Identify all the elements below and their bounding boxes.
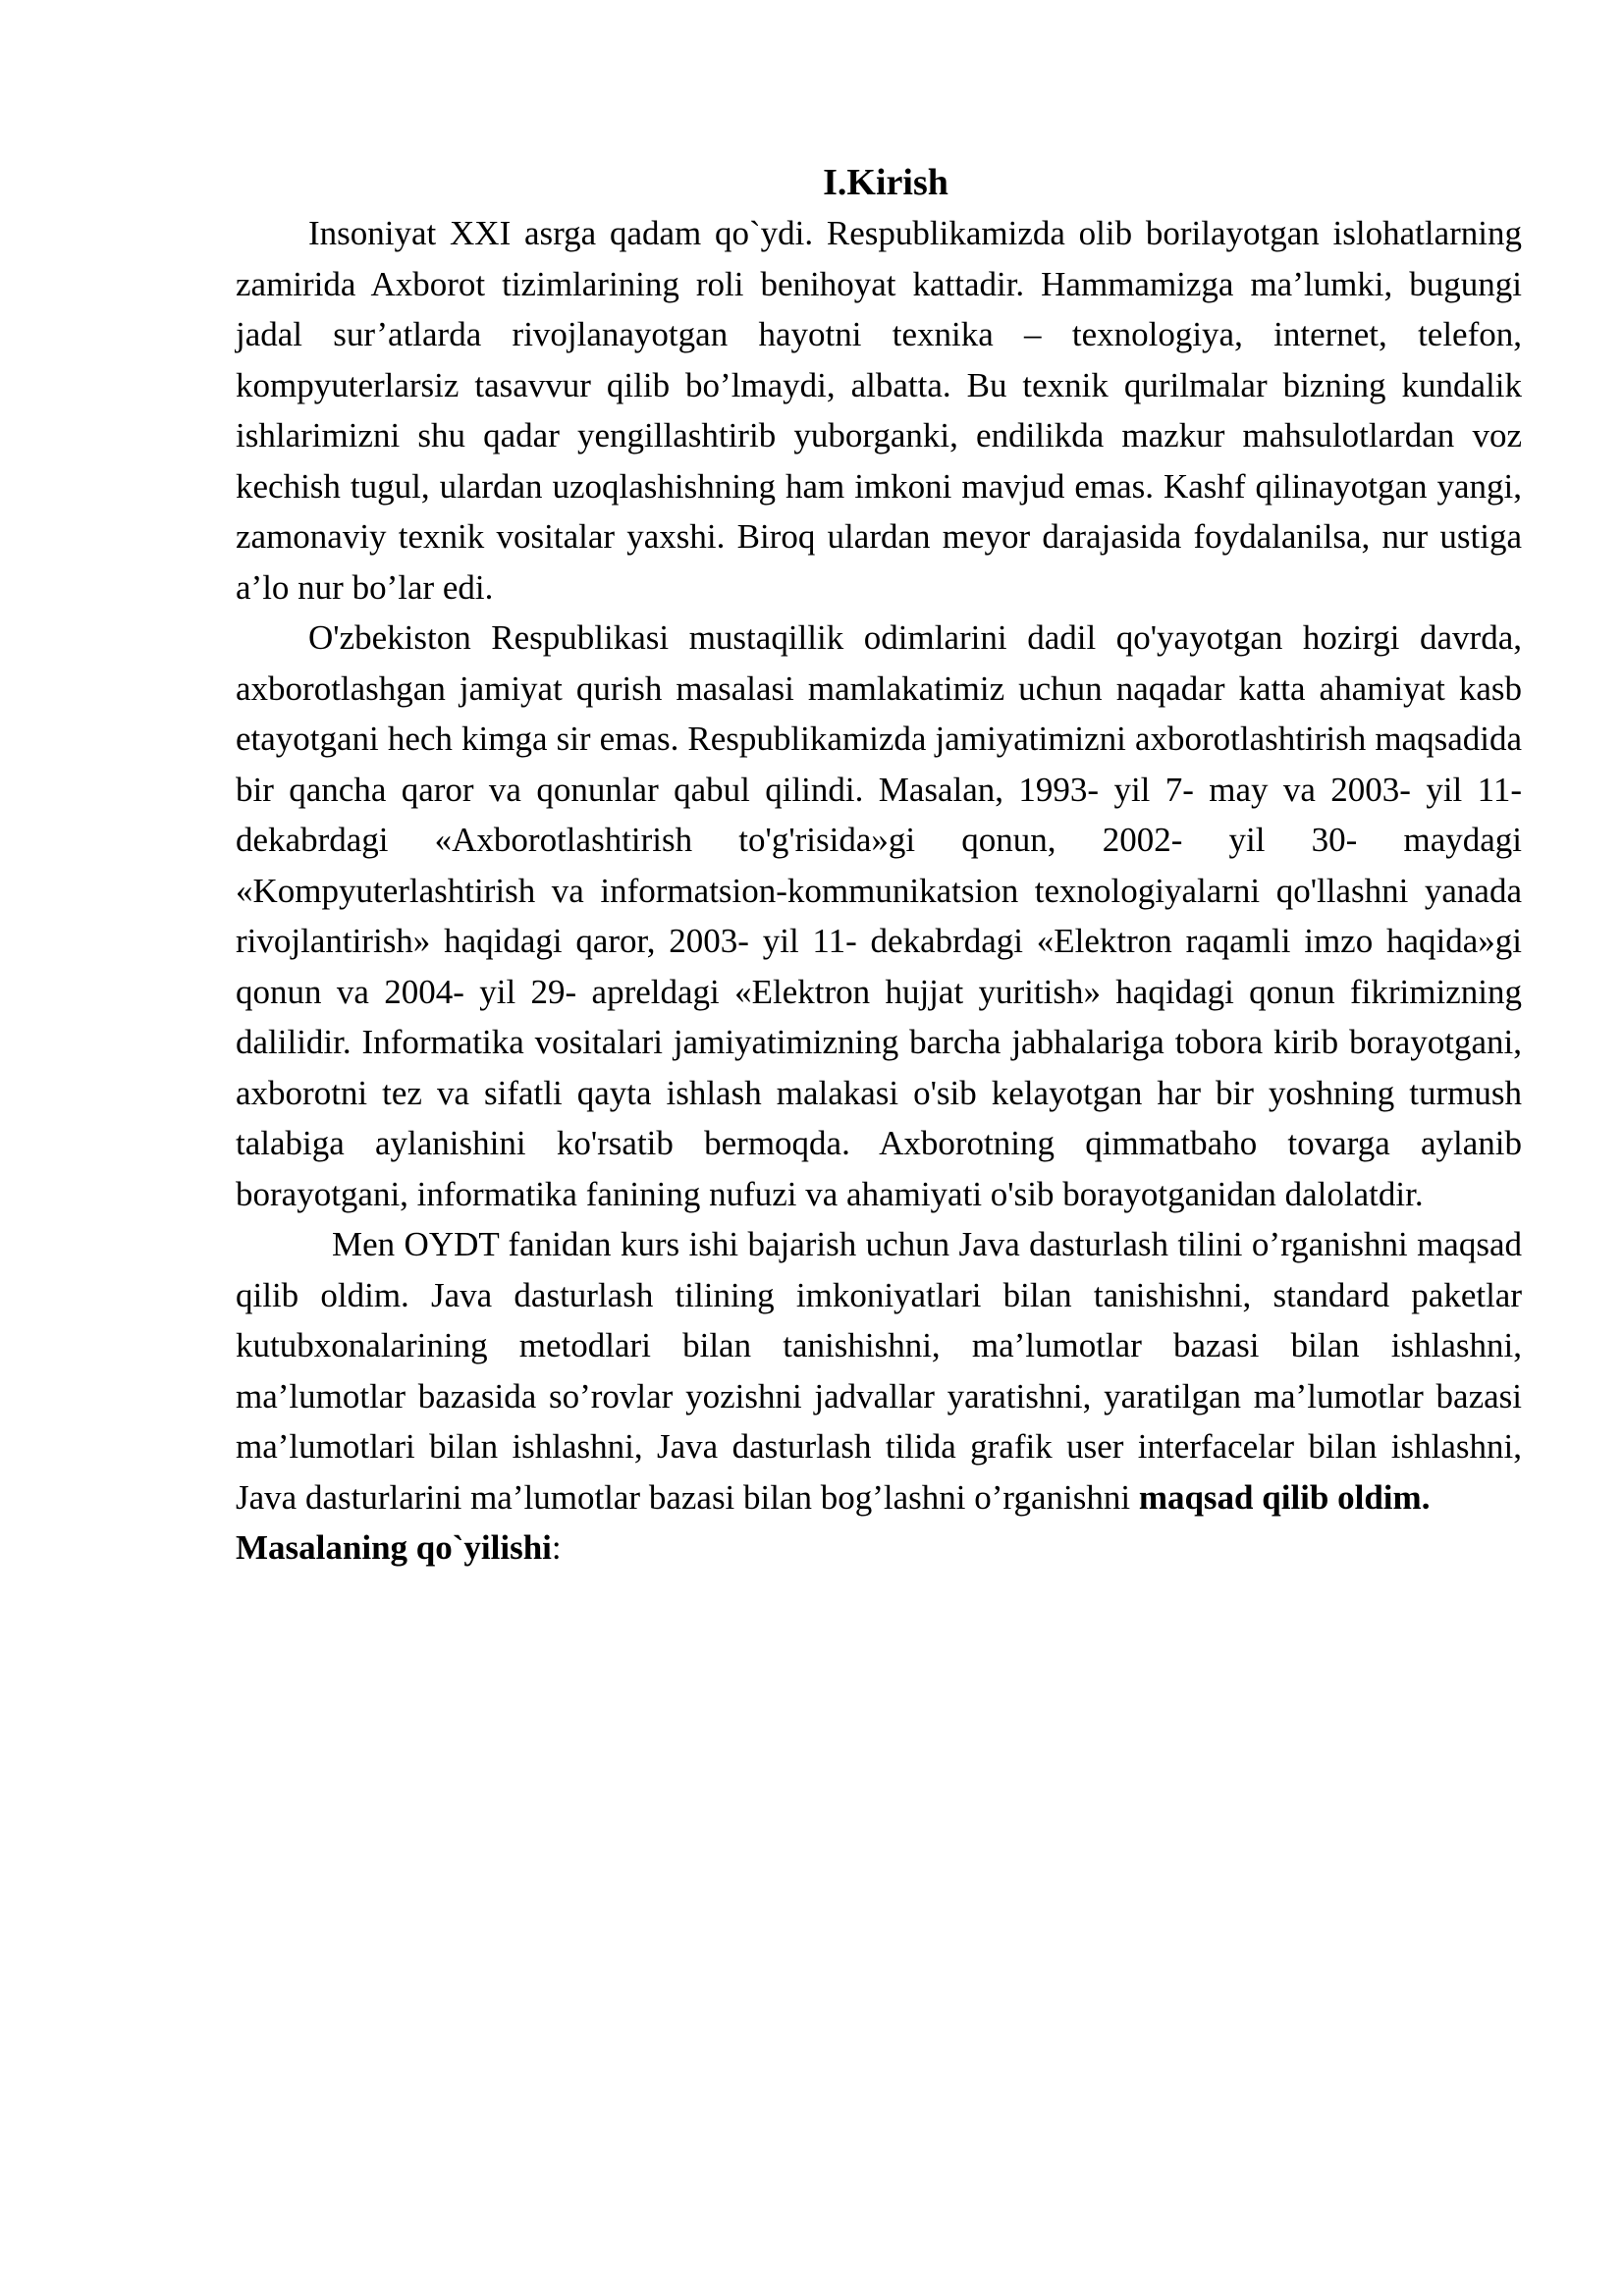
section-subheading (236, 1522, 1522, 1574)
paragraph-goals-text: Men OYDT fanidan kurs ishi bajarish uchun Java dasturlash tilini o’rganishni maqsad qilib oldim. Java dasturlash tilining imkoniyatlari bilan tanishishni, standard paketlar kutubxonalarining metodlari bilan tanishishni, ma’lumotlar bazasi bilan ishlashni, ma’lumotlar bazasida so’rovlar yozishni jadvallar yaratishni, yaratilgan ma’lumotlar bazasi ma’lumotlari bilan ishlashni, Java dasturlash tilida grafik user interfacelar bilan ishlashni, Java dasturlarini ma’lumotlar bazasi bilan bog’lashni o’rganishni (236, 1225, 1522, 1517)
subheading-colon: : (551, 1528, 562, 1567)
paragraph-legislation: O'zbekiston Respublikasi mustaqillik odimlarini dadil qo'yayotgan hozirgi davrda, axborotlashgan jamiyat qurish masalasi mamlakatimiz uchun naqadar katta ahamiyat kasb etayotgani hech kimga sir emas. Respublikamizda jamiyatimizni axborotlashtirish maqsadida bir qancha qaror va qonunlar qabul qilindi. Masalan, 1993- yil 7- may va 2003- yil 11- dekabrdagi «Axborotlashtirish to'g'risida»gi qonun, 2002- yil 30- maydagi «Kompyuterlashtirish va informatsion-kommunikatsion texnologiyalarni qo'llashni yanada rivojlantirish» haqidagi qaror, 2003- yil 11- dekabrdagi «Elektron raqamli imzo haqida»gi qonun va 2004- yil 29- apreldagi «Elektron hujjat yuritish» haqidagi qonun fikrimizning dalilidir. Informatika vositalari jamiyatimizning barcha jabhalariga tobora kirib borayotgani, axborotni tez va sifatli qayta ishlash malakasi o'sib kelayotgan har bir yoshning turmush talabiga aylanishini ko'rsatib bermoqda. Axborotning qimmatbaho tovarga aylanib borayotgani, informatika fanining nufuzi va ahamiyati o'sib borayotganidan dalolatdir. (236, 618, 1522, 1213)
paragraph-goals-bold: maqsad qilib oldim. (1138, 1477, 1431, 1517)
page-title: I.Kirish (823, 162, 948, 203)
paragraph-intro: Insoniyat XXI asrga qadam qo`ydi. Respublikamizda olib borilayotgan islohatlarning zamirida Axborot tizimlarining roli benihoyat kattadir. Hammamizga ma’lumki, bugungi jadal sur’atlarda rivojlanayotgan hayotni texnika – texnologiya, internet, telefon, kompyuterlarsiz tasavvur qilib bo’lmaydi, albatta. Bu texnik qurilmalar bizning kundalik ishlarimizni shu qadar yengillashtirib yuborganki, endilikda mazkur mahsulotlardan voz kechish tugul, ulardan uzoqlashishning ham imkoni mavjud emas. Kashf qilinayotgan yangi, zamonaviy texnik vositalar yaxshi. Biroq ulardan meyor darajasida foydalanilsa, nur ustiga a’lo nur bo’lar edi. (236, 214, 1522, 607)
document-page (236, 157, 1522, 1574)
subheading-label: Masalaning qo`yilishi (236, 1528, 552, 1567)
paragraph-goals (236, 1219, 1522, 1522)
